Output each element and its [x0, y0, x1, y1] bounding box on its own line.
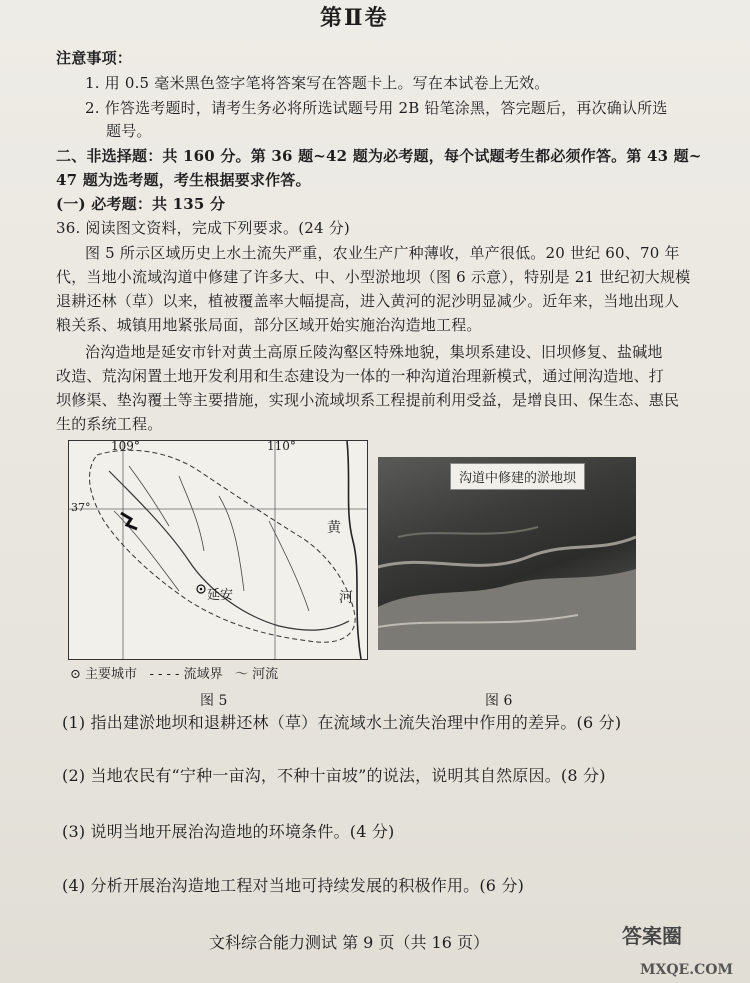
sub-question-4: (4) 分析开展治沟造地工程对当地可持续发展的积极作用。(6 分) [62, 876, 525, 895]
city-marker-dot [200, 588, 203, 591]
tributary [219, 496, 244, 591]
watermark-logo: 答案圈 [622, 924, 682, 948]
river-label: 河 [339, 590, 353, 606]
dam-terrace [398, 527, 538, 537]
legend-city: 主要城市 [85, 667, 138, 682]
tributary [114, 511, 179, 591]
page-footer: 文科综合能力测试 第 9 页（共 16 页） [209, 933, 489, 952]
section-2-line-2: 47 题为选考题，考生根据要求作答。 [56, 171, 311, 189]
section-heading: 第Ⅱ卷 [320, 5, 389, 31]
figure-6-photo [378, 457, 636, 650]
notice-item-2-cont: 题号。 [106, 122, 152, 140]
tributary [179, 476, 204, 551]
main-river [109, 471, 349, 630]
notice-item-2: 2. 作答选考题时，请考生务必将所选试题号用 2B 铅笔涂黑，答完题后，再次确认所选 [85, 99, 668, 117]
notice-item-1: 1. 用 0.5 毫米黑色签字笔将答案写在答题卡上。写在本试卷上无效。 [85, 74, 550, 92]
map-legend [70, 663, 278, 682]
watermark-site: MXQE.COM [640, 962, 733, 978]
notice-title: 注意事项： [56, 49, 133, 67]
valley-floor [378, 569, 636, 650]
paragraph-2-line: 坝修渠、垫沟覆土等主要措施，实现小流域坝系工程提前利用受益，是增良田、保生态、惠民 [56, 391, 680, 409]
dam-terrace [378, 537, 636, 567]
paragraph-2-line: 治沟造地是延安市针对黄土高原丘陵沟壑区特殊地貌，集坝系建设、旧坝修复、盐碱地 [85, 343, 663, 361]
longitude-label: 110° [267, 439, 296, 453]
section-2-line-1: 二、非选择题：共 160 分。第 36 题~42 题为必考题，每个试题考生都必须作答。第 43 题~ [56, 147, 702, 165]
paragraph-1-line: 图 5 所示区域历史上水土流失严重，农业生产广种薄收，单产很低。20 世纪 60、70 年 [85, 244, 680, 262]
photo-label: 沟道中修建的淤地坝 [450, 463, 585, 490]
question-36-intro: 36. 阅读图文资料，完成下列要求。(24 分) [56, 219, 350, 237]
figure-5-map [68, 440, 368, 660]
latitude-label: 37° [71, 501, 91, 514]
city-label: 延安 [207, 588, 234, 603]
legend-river: 河流 [252, 667, 279, 682]
paragraph-1-line: 代，当地小流域沟道中修建了许多大、中、小型淤地坝（图 6 示意），特别是 21 世纪初大规模 [56, 268, 691, 286]
figure-6-caption: 图 6 [485, 693, 513, 709]
sub-question-2: (2) 当地农民有“宁种一亩沟，不种十亩坡”的说法，说明其自然原因。(8 分) [62, 766, 606, 785]
sub-question-3: (3) 说明当地开展治沟造地的环境条件。(4 分) [62, 822, 395, 841]
paragraph-1-line: 退耕还林（草）以来，植被覆盖率大幅提高，进入黄河的泥沙明显减少。近年来，当地出现人 [56, 292, 680, 310]
longitude-label: 109° [111, 439, 140, 453]
basin-boundary [90, 450, 356, 642]
sub-question-1: (1) 指出建淤地坝和退耕还林（草）在流域水土流失治理中作用的差异。(6 分) [62, 713, 622, 732]
tributary [129, 466, 169, 526]
dashed-line-icon: - - - - [149, 667, 180, 682]
paragraph-2-line: 生的系统工程。 [56, 415, 163, 433]
river-label: 黄 [327, 520, 341, 536]
map-drawing [69, 441, 367, 659]
city-icon: ⊙ [70, 667, 81, 682]
paragraph-2-line: 改造、荒沟闲置土地开发利用和生态建设为一体的一种沟道治理新模式，通过闸沟造地、打 [56, 367, 665, 385]
paragraph-1-line: 粮关系、城镇用地紧张局面，部分区域开始实施治沟造地工程。 [56, 316, 482, 334]
required-section-title: (一) 必考题：共 135 分 [56, 195, 226, 213]
legend-boundary: 流域界 [183, 667, 223, 682]
figure-5-caption: 图 5 [200, 693, 228, 709]
river-line-icon: 〜 [235, 667, 249, 682]
